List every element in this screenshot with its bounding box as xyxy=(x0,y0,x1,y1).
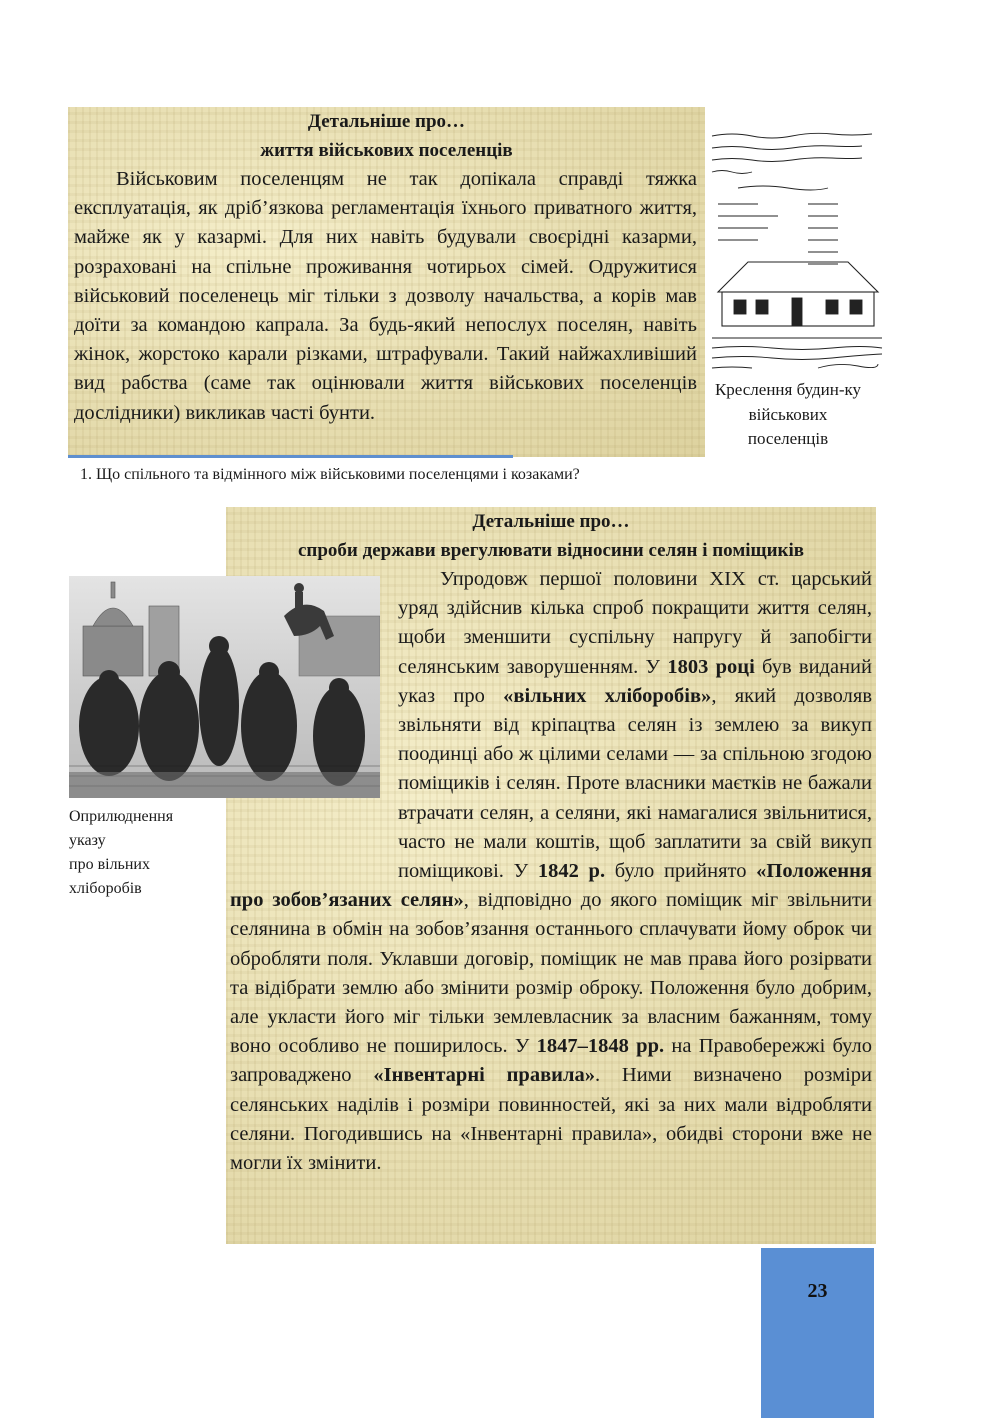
heading-line1: Детальніше про… xyxy=(472,511,630,532)
drawing-caption: Креслення будин-ку військових поселенців xyxy=(714,380,862,448)
heading-line1: Детальніше про… xyxy=(307,111,466,132)
heading-line2: спроби держави врегулювати відносини селян і поміщиків xyxy=(297,540,805,561)
question-text: 1. Що спільного та відмінного між військовими поселенцями і козаками? xyxy=(80,466,580,483)
page-number-tab xyxy=(761,1248,874,1418)
heading-line2: життя військових поселенців xyxy=(260,140,513,161)
bold-term-1842: 1842 р. xyxy=(537,860,606,883)
bold-term-obligated-peasants: «Положення про зобов’язаних селян» xyxy=(230,860,872,912)
bold-term-free-farmers: «вільних хліборобів» xyxy=(503,684,712,707)
page-number: 23 xyxy=(807,1280,828,1302)
engraving-caption: Оприлюднення указу про вільних хліборобів xyxy=(69,808,174,897)
bold-term-1803: 1803 році xyxy=(667,655,755,678)
decree-engraving-image xyxy=(69,576,380,798)
info-box-military-settlers xyxy=(68,107,705,457)
box-heading xyxy=(226,507,876,565)
box-paragraph: Упродовж першої половини XIX ст. царський уряд здійснив кілька спроб покращити життя селян, щоби зменшити суспільну напругу й запобігти селянським заворушенням. У 1803 році був виданий указ про «вільних хліборобів», який дозволяв звільняти від кріпацтва селян із землею за викуп поодинці або ж цілими селами — за спільною згодою поміщиків і селян. Проте власники маєтків не бажали втрачати селян, а селяни, які намагалися звільнитися, часто не мали коштів, щоб заплатити за свій викуп поміщикові. У 1842 р. було прийнято «Положення про зобов’язаних селян», відповідно до якого поміщик міг звільнити селянина в обмін на зобов’язання останнього сплачувати йому оброк чи обробляти поля. Уклавши договір, поміщик не мав права його розірвати та відібрати землю або змінити розмір оброку. Положення було добрим, але укласти його міг тільки землевласник за власним бажанням, тому воно особливо не поширилось. У 1847–1848 рр. на Правобережжі було запроваджено «Інвентарні правила». Ними визначено розміри селянських наділів і розміри повинностей, які за них мали відробляти селяни. Погодившись на «Інвентарні правила», обидві сторони вже не могли їх змінити. xyxy=(230,568,873,1175)
box-paragraph: Військовим поселенцям не так допікала справді тяжка експлуатація, як дріб’язкова регламентація їхнього приватного життя, майже як у казармі. Для них навіть будували своєрідні казарми, розраховані на спільне проживання чотирьох сімей. Одружитися військовий поселенець міг тільки з дозволу начальства, а корів мав доїти за командою капрала. За будь-який непослух поселян, навіть жінок, жорстоко карали різками, штрафували. Такий найжахливіший вид рабства (саме так оцінювали життя військових поселенців дослідники) викликав часті бунти. xyxy=(74,168,697,424)
bold-term-inventory-rules: «Інвентарні правила» xyxy=(373,1064,595,1087)
bold-term-1847-1848: 1847–1848 рр. xyxy=(536,1035,665,1058)
box-heading xyxy=(68,107,705,165)
blue-divider xyxy=(68,455,513,458)
house-drawing-image xyxy=(708,124,886,376)
